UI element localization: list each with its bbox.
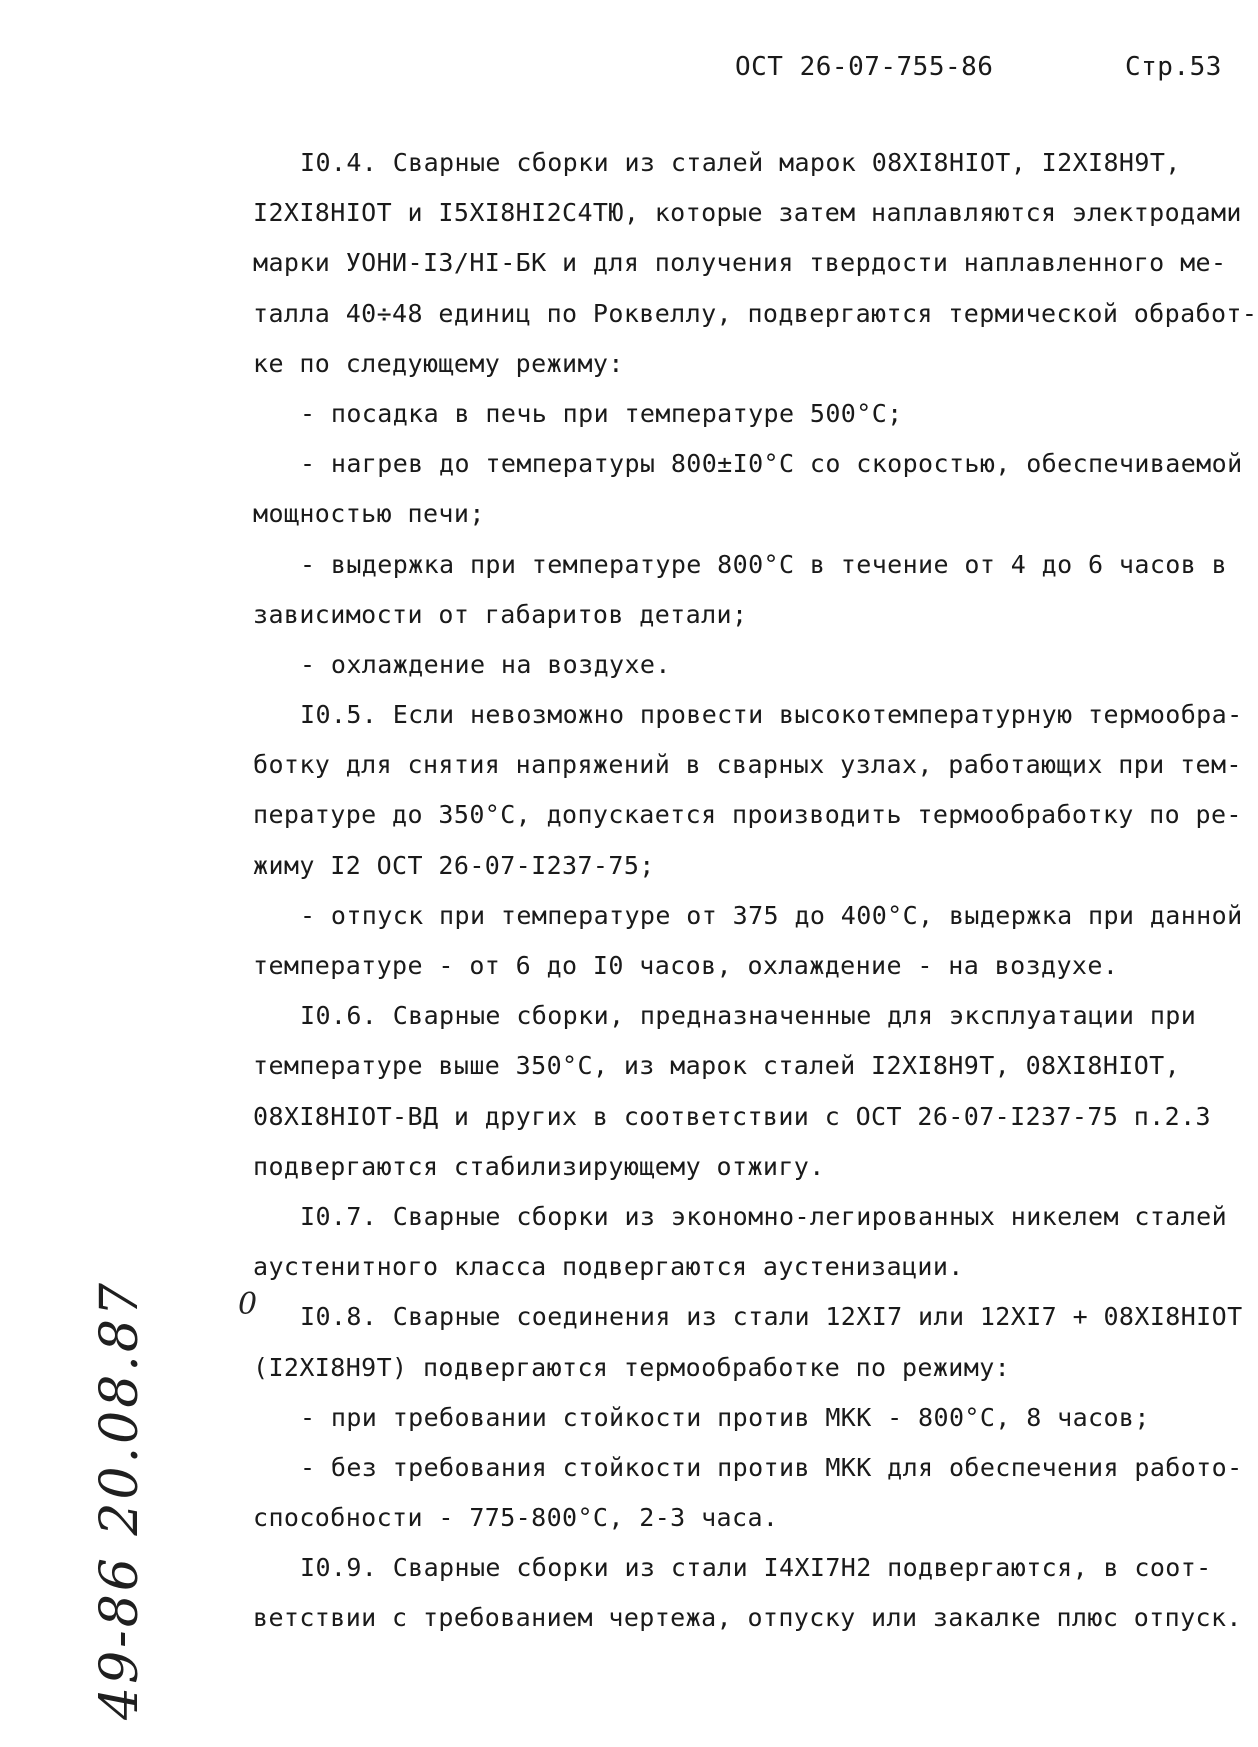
text-line: аустенитного класса подвергаются аустенизации. — [253, 1252, 964, 1282]
page-number: Стр.53 — [1125, 52, 1222, 82]
text-line: пературе до 350°C, допускается производить термообработку по ре- — [253, 800, 1242, 830]
text-line: - нагрев до температуры 800±I0°C со скоростью, обеспечиваемой — [300, 449, 1243, 479]
text-line: марки УОНИ-I3/HI-БК и для получения твердости наплавленного ме- — [253, 248, 1227, 278]
text-line: ветствии с требованием чертежа, отпуску или закалке плюс отпуск. — [253, 1603, 1242, 1633]
text-line: - при требовании стойкости против МКК - 800°C, 8 часов; — [300, 1402, 1150, 1432]
revision-mark: 0 — [238, 1287, 258, 1322]
text-line: I0.4. Сварные сборки из сталей марок 08XI8HIOT, I2XI8H9T, — [300, 148, 1181, 177]
document-code: ОСТ 26-07-755-86 — [735, 52, 994, 82]
text-line: I2XI8HIOT и I5XI8HI2C4TЮ, которые затем наплавляются электродами — [253, 198, 1242, 228]
text-line: зависимости от габаритов детали; — [253, 599, 748, 629]
text-line: - без требования стойкости против МКК для обеспечения работо- — [300, 1452, 1243, 1482]
text-line: жиму I2 ОСТ 26-07-I237-75; — [253, 850, 655, 880]
text-line: температуре - от 6 до I0 часов, охлаждение - на воздухе. — [253, 951, 1119, 980]
text-line: I0.9. Сварные сборки из стали I4XI7H2 подвергаются, в соот- — [300, 1553, 1212, 1583]
text-line: I0.7. Сварные сборки из экономно-легированных никелем сталей — [300, 1201, 1228, 1231]
text-line: 08XI8HIOT-ВД и других в соответствии с ОСТ 26-07-I237-75 п.2.3 — [253, 1101, 1211, 1131]
page-header — [735, 52, 1222, 92]
text-line: (I2XI8H9T) подвергаются термообработке по режиму: — [253, 1352, 1011, 1382]
document-body — [253, 138, 1258, 1644]
handwritten-registration-stamp: 49-86 20.08.87 — [90, 1280, 150, 1720]
text-line: - посадка в печь при температуре 500°C; — [300, 398, 903, 428]
text-line: ке по следующему режиму: — [253, 348, 624, 378]
text-line: мощностью печи; — [253, 499, 485, 529]
text-line: I0.5. Если невозможно провести высокотемпературную термообра- — [300, 700, 1243, 730]
text-line: температуре выше 350°C, из марок сталей I2XI8H9T, 08XI8HIOT, — [253, 1051, 1181, 1081]
text-line: I0.8. Сварные соединения из стали 12XI7 или 12XI7 + 08XI8HIOT — [300, 1302, 1243, 1332]
text-line: - выдержка при температуре 800°C в течение от 4 до 6 часов в — [300, 549, 1228, 579]
text-line: ботку для снятия напряжений в сварных узлах, работающих при тем- — [253, 750, 1242, 780]
text-line: подвергаются стабилизирующему отжигу. — [253, 1151, 825, 1181]
text-line: - охлаждение на воздухе. — [300, 649, 671, 679]
text-line: способности - 775-800°C, 2-3 часа. — [253, 1503, 779, 1533]
text-line: - отпуск при температуре от 375 до 400°C, выдержка при данной — [300, 900, 1243, 930]
text-line: талла 40÷48 единиц по Роквеллу, подвергаются термической обработ- — [253, 298, 1258, 328]
text-line: I0.6. Сварные сборки, предназначенные для эксплуатации при — [300, 1001, 1197, 1031]
